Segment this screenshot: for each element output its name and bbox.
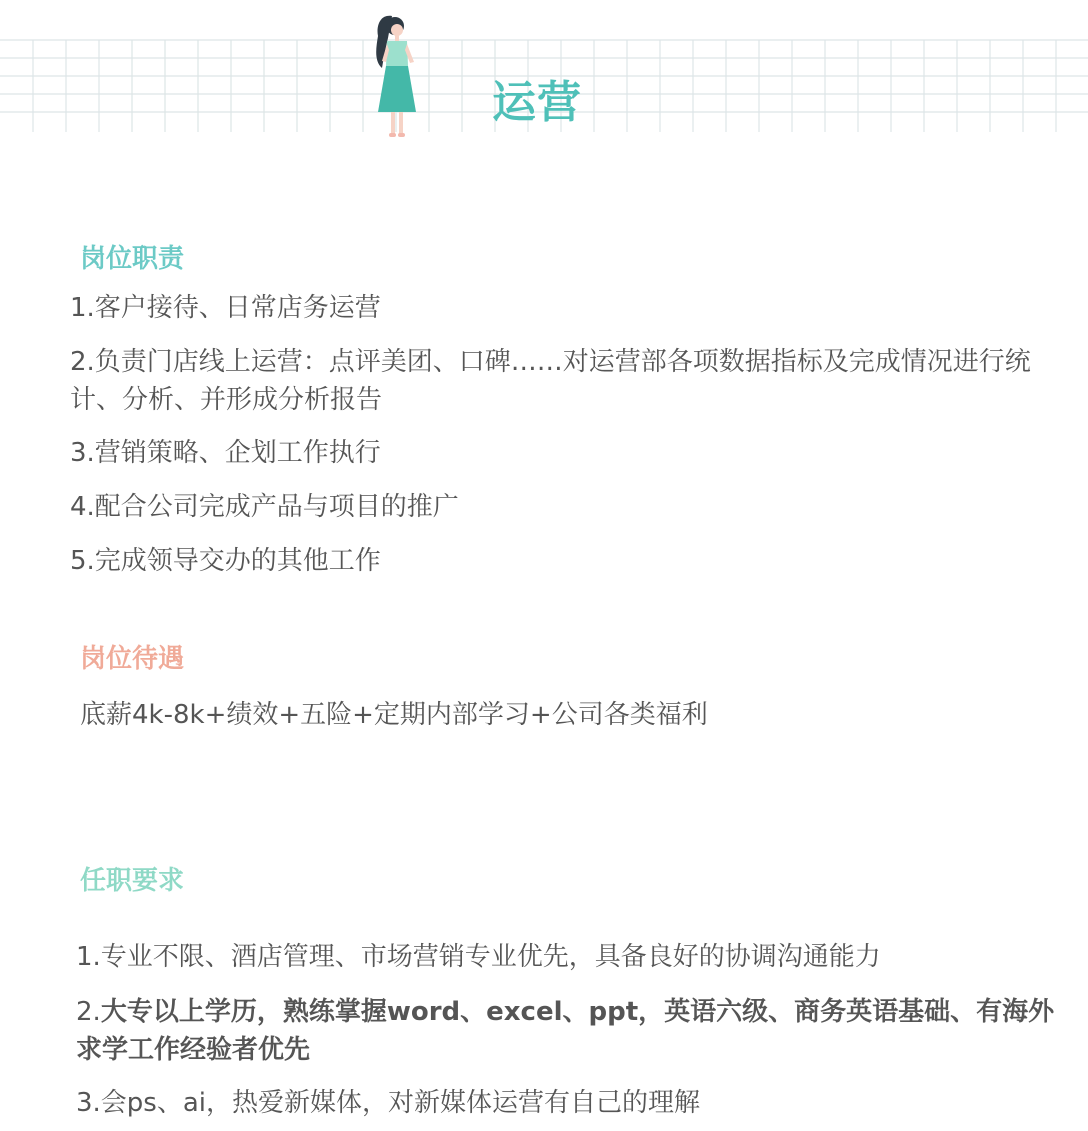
requirement-number: 2.	[76, 997, 101, 1027]
requirement-item: 1.专业不限、酒店管理、市场营销专业优先，具备良好的协调沟通能力	[76, 942, 881, 972]
requirement-item: 3.会ps、ai，热爱新媒体，对新媒体运营有自己的理解	[76, 1088, 701, 1118]
responsibility-item: 1.客户接待、日常店务运营	[70, 293, 381, 323]
responsibility-item: 4.配合公司完成产品与项目的推广	[70, 492, 459, 522]
requirement-bold-text: 大专以上学历，熟练掌握word、excel、ppt，英语六级、商务英语基础、有海外求学工作经验者优先	[76, 997, 1055, 1065]
responsibility-item: 2.负责门店线上运营：点评美团、口碑……对运营部各项数据指标及完成情况进行统计、分析、并形成分析报告	[70, 347, 1031, 415]
header-banner	[0, 0, 1088, 140]
responsibility-item: 5.完成领导交办的其他工作	[70, 546, 381, 576]
benefits-heading: 岗位待遇	[80, 644, 185, 674]
woman-illustration-icon	[362, 6, 422, 141]
requirements-heading: 任职要求	[80, 866, 185, 896]
responsibility-item: 3.营销策略、企划工作执行	[70, 438, 381, 468]
responsibilities-heading: 岗位职责	[80, 244, 185, 274]
requirement-item	[76, 993, 1066, 1069]
page-title: 运营	[492, 77, 582, 128]
benefits-text: 底薪4k-8k+绩效+五险+定期内部学习+公司各类福利	[80, 700, 708, 730]
